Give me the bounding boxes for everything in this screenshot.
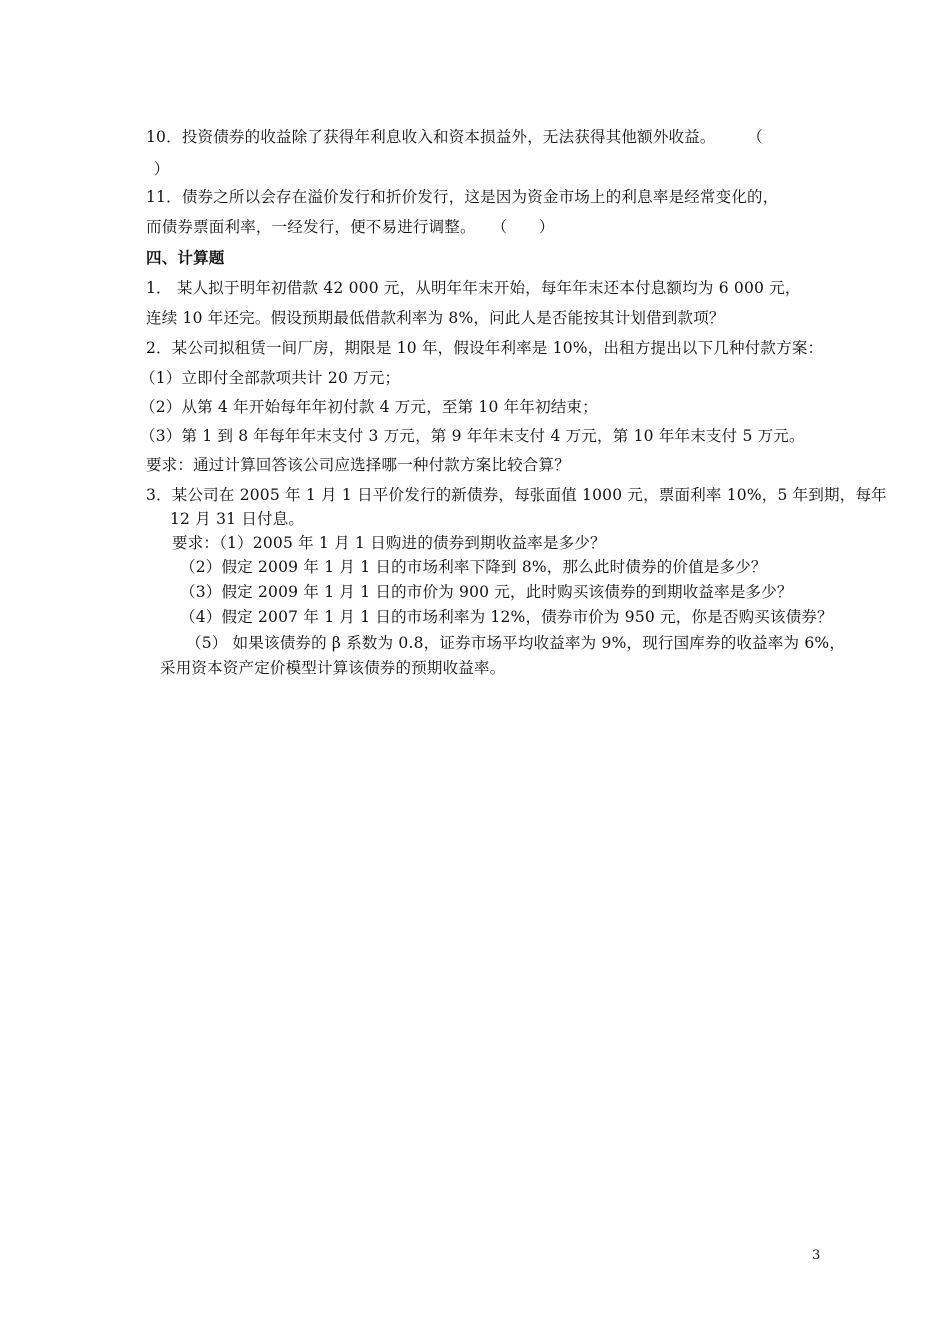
page-number: 3	[812, 1248, 821, 1263]
calc-question-2-requirement: 要求：通过计算回答该公司应选择哪一种付款方案比较合算？	[146, 456, 570, 474]
calc-question-1-cont: 连续 10 年还完。假设预期最低借款利率为 8%，问此人是否能按其计划借到款项？	[146, 309, 725, 327]
calc-question-2-option-3: （3）第 1 到 8 年每年年末支付 3 万元，第 9 年年末支付 4 万元，第 10 年年末支付 5 万元。	[140, 427, 805, 445]
calc-question-3-req-5: （5） 如果该债券的 β 系数为 0.8，证券市场平均收益率为 9%，现行国库券的收益率为 6%，	[186, 634, 846, 652]
calc-question-2-option-1: （1）立即付全部款项共计 20 万元；	[140, 369, 401, 387]
calc-question-3-req-4: （4）假定 2007 年 1 月 1 日的市场利率为 12%，债券市价为 950 元，你是否购买该债券？	[180, 608, 833, 626]
calc-question-3: 3．某公司在 2005 年 1 月 1 日平价发行的新债券，每张面值 1000 元，票面利率 10%，5 年到期，每年	[146, 486, 887, 504]
calc-question-2-option-2: （2）从第 4 年开始每年年初付款 4 万元，至第 10 年年初结束；	[140, 398, 598, 416]
question-11-text-cont: 而债券票面利率，一经发行，便不易进行调整。 （ ）	[146, 218, 555, 236]
calc-question-3-cont: 12 月 31 日付息。	[170, 510, 305, 528]
calc-question-1: 1． 某人拟于明年初借款 42 000 元，从明年年末开始，每年年末还本付息额均为 6 000 元，	[146, 279, 801, 297]
section-heading: 四、计算题	[146, 249, 225, 267]
calc-question-3-req-3: （3）假定 2009 年 1 月 1 日的市价为 900 元，此时购买该债券的到期收益率是多少？	[180, 583, 793, 601]
calc-question-3-req-1: 要求：（1）2005 年 1 月 1 日购进的债券到期收益率是多少？	[172, 534, 606, 552]
question-10-paren-close: ）	[138, 160, 170, 178]
question-11-text: 11．债券之所以会存在溢价发行和折价发行，这是因为资金市场上的利息率是经常变化的，	[146, 188, 779, 206]
question-10-text: 10．投资债券的收益除了获得年利息收入和资本损益外，无法获得其他额外收益。 （	[146, 128, 763, 146]
calc-question-2: 2．某公司拟租赁一间厂房，期限是 10 年，假设年利率是 10%，出租方提出以下几种付款方案：	[146, 339, 824, 357]
calc-question-3-req-5-cont: 采用资本资产定价模型计算该债券的预期收益率。	[160, 659, 506, 677]
calc-question-3-req-2: （2）假定 2009 年 1 月 1 日的市场利率下降到 8%，那么此时债券的价值是多少？	[180, 558, 767, 576]
